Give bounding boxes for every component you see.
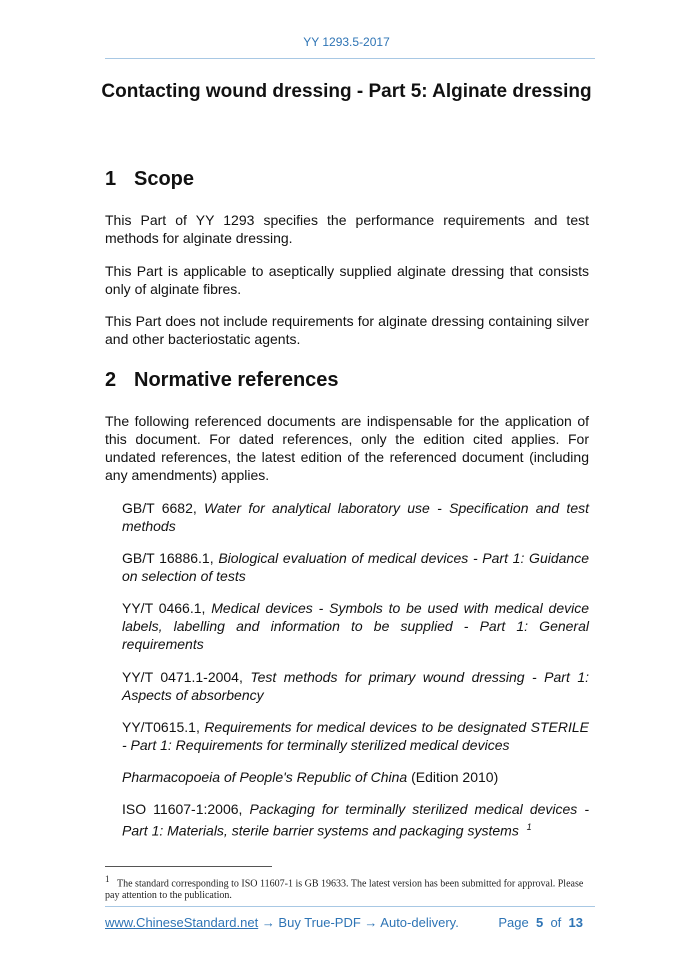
header-doc-id: YY 1293.5-2017: [303, 35, 390, 49]
reference-item: [122, 718, 589, 754]
reference-title: Biological evaluation of medical devices - Part 1: Guidance on selection of tests: [122, 550, 589, 584]
reference-title: Packaging for terminally sterilized medical devices - Part 1: Materials, sterile barrier systems and packaging systems: [122, 801, 589, 839]
total-pages: 13: [568, 915, 583, 930]
header-divider: [105, 58, 595, 59]
section-title: Normative references: [134, 369, 339, 391]
reference-item: [122, 599, 589, 653]
reference-item: [122, 768, 589, 786]
paragraph: This Part does not include requirements for alginate dressing containing silver and other bacteriostatic agents.: [105, 313, 589, 347]
reference-item: [122, 549, 589, 585]
reference-code: GB/T 6682,: [122, 500, 205, 516]
reference-title: Water for analytical laboratory use - Specification and test methods: [122, 500, 589, 534]
reference-item: [122, 499, 589, 535]
paragraph: The following referenced documents are indispensable for the application of this document. For dated references, only the edition cited applies. For undated references, the latest edition of the referenced document (including any amendments) applies.: [105, 413, 589, 483]
reference-title: Medical devices - Symbols to be used with medical device labels, labelling and information to be supplied - Part 1: General requirements: [122, 600, 590, 652]
document-title: Contacting wound dressing - Part 5: Alginate dressing: [101, 81, 592, 102]
footnote-text: The standard corresponding to ISO 11607-1 is GB 19633. The latest version has been submitted for approval. Please pay attention to the publication.: [105, 878, 584, 902]
page-indicator: [498, 915, 583, 930]
footnote-marker[interactable]: 1: [526, 822, 532, 832]
reference-title: Requirements for medical devices to be designated STERILE - Part 1: Requirements for terminally sterilized medical devices: [122, 719, 589, 753]
reference-code: YY/T 0466.1,: [122, 600, 212, 616]
reference-code: GB/T 16886.1,: [122, 550, 219, 566]
paragraph: This Part is applicable to aseptically supplied alginate dressing that consists only of alginate fibres.: [105, 263, 589, 297]
reference-code: YY/T0615.1,: [122, 719, 205, 735]
footnote: [105, 873, 589, 902]
reference-title: Test methods for primary wound dressing - Part 1: Aspects of absorbency: [122, 669, 589, 703]
website-link[interactable]: www.ChineseStandard.net: [105, 915, 259, 930]
footnote-number: 1: [105, 874, 110, 884]
footer-divider: [105, 906, 595, 907]
section-number: 1: [105, 168, 117, 190]
section-title: Scope: [134, 168, 195, 190]
footer-tagline: → Buy True-PDF → Auto-delivery.: [258, 915, 459, 930]
section-heading-normative-references: [105, 369, 339, 392]
current-page: 5: [535, 915, 544, 930]
page-label: Page: [498, 915, 529, 930]
footer-promo: [105, 915, 459, 930]
reference-title: Pharmacopoeia of People's Republic of China: [122, 769, 408, 785]
section-heading-scope: [105, 168, 194, 191]
footnote-divider: [105, 866, 272, 867]
of-label: of: [550, 915, 562, 930]
reference-item: [122, 800, 589, 840]
reference-edition: (Edition 2010): [407, 769, 499, 785]
reference-code: YY/T 0471.1-2004,: [122, 669, 251, 685]
reference-item: [122, 668, 589, 704]
paragraph: This Part of YY 1293 specifies the performance requirements and test methods for alginate dressing.: [105, 212, 589, 246]
section-number: 2: [105, 369, 117, 391]
footer: [105, 915, 583, 930]
reference-code: ISO 11607-1:2006,: [122, 801, 250, 817]
